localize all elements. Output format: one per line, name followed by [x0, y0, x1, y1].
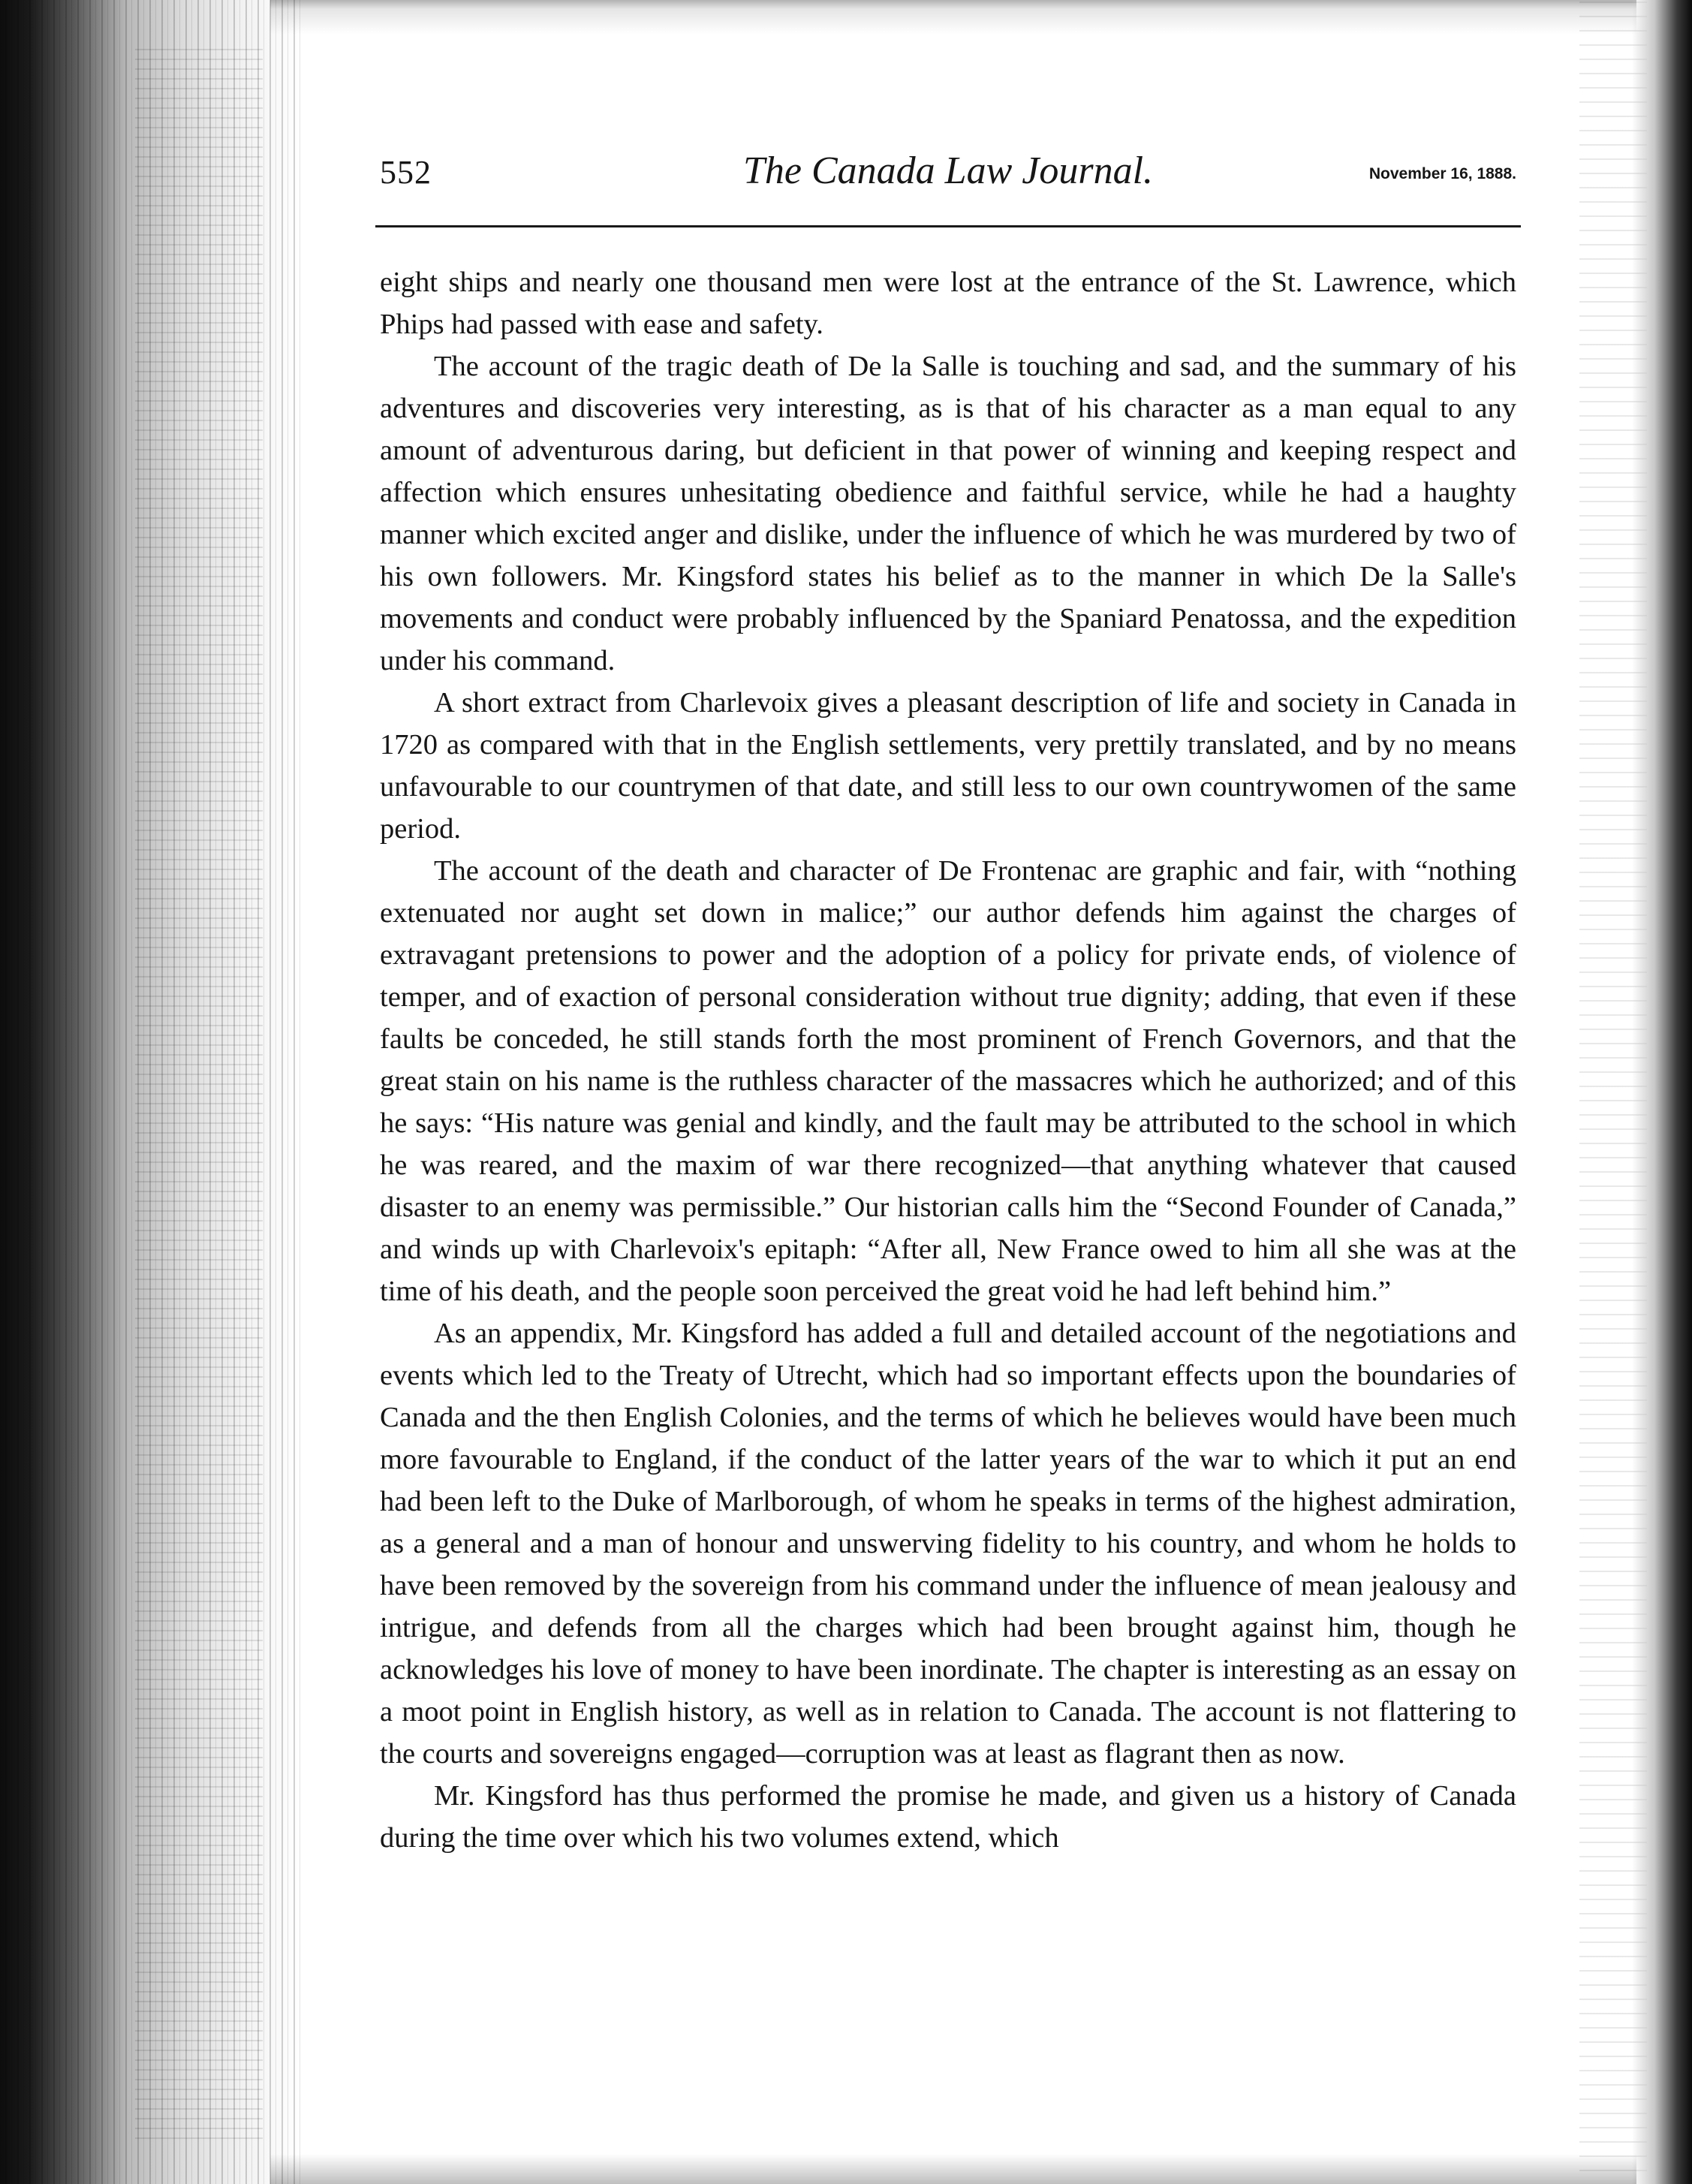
paragraph: The account of the tragic death of De la Salle is touching and sad, and the summary of his adventures and discoveries very interesting, as is that of his character as a man equal to any amount of adventurous daring, but deficient in that power of winning and keeping respect and affection which ensures unhesitating obedience and faithful service, while he had a haughty manner which excited anger and dislike, under the influence of which he was murdered by two of his own followers. Mr. Kingsford states his belief as to the manner in which De la Salle's movements and conduct were probably influenced by the Spaniard Penatossa, and the expedition under his command. [380, 351, 1516, 676]
page-number: 552 [380, 154, 432, 191]
right-page-edge [1632, 0, 1692, 2184]
journal-page [380, 143, 1516, 1854]
gutter-texture [135, 45, 263, 2147]
top-page-edge [270, 0, 1636, 35]
issue-date: November 16, 1888. [1368, 165, 1516, 182]
running-header [380, 143, 1516, 218]
paragraph: Mr. Kingsford has thus performed the promise he made, and given us a history of Canada during the time over which his two volumes extend, which [380, 1780, 1516, 1854]
paragraph: A short extract from Charlevoix gives a pleasant description of life and society in Canada in 1720 as compared with that in the English settlements, very prettily translated, and by no means unfavourable to our countrymen of that date, and still less to our own countrywomen of the same period. [380, 687, 1516, 845]
article-body [380, 261, 1516, 1859]
header-rule [375, 225, 1521, 227]
journal-title: The Canada Law Journal. [742, 149, 1154, 192]
paragraph: The account of the death and character of De Frontenac are graphic and fair, with “nothing extenuated nor aught set down in malice;” our author defends him against the charges of extravagant pretensions to power and the adoption of a policy for private ends, of violence of temper, and of exaction of personal consideration without true dignity; adding, that even if these faults be conceded, he still stands forth the most prominent of French Governors, and that the great stain on his name is the ruthless character of the massacres which he authorized; and of this he says: “His nature was genial and kindly, and the fault may be attributed to the school in which he was reared, and the maxim of war there recognized—that anything whatever that caused disaster to an enemy was permissible.” Our historian calls him the “Second Founder of Canada,” and winds up with Charlevoix's epitaph: “After all, New France owed to him all she was at the time of his death, and the people soon perceived the great void he had left behind him.” [380, 855, 1516, 1307]
bottom-page-edge [270, 2154, 1636, 2184]
paragraph: eight ships and nearly one thousand men were lost at the entrance of the St. Lawrence, which Phips had passed with ease and safety. [380, 267, 1516, 340]
paragraph: As an appendix, Mr. Kingsford has added a full and detailed account of the negotiations and events which led to the Treaty of Utrecht, which had so important effects upon the boundaries of Canada and the then English Colonies, and the terms of which he believes would have been much more favourable to England, if the conduct of the latter years of the war to which it put an end had been left to the Duke of Marlborough, of whom he speaks in terms of the highest admiration, as a general and a man of honour and unswerving fidelity to his country, and whom he holds to have been removed by the sovereign from his command under the influence of mean jealousy and intrigue, and defends from all the charges which had been brought against him, though he acknowledges his love of money to have been inordinate. The chapter is interesting as an essay on a moot point in English history, as well as in relation to Canada. The account is not flattering to the courts and sovereigns engaged—corruption was at least as flagrant then as now. [380, 1318, 1516, 1770]
